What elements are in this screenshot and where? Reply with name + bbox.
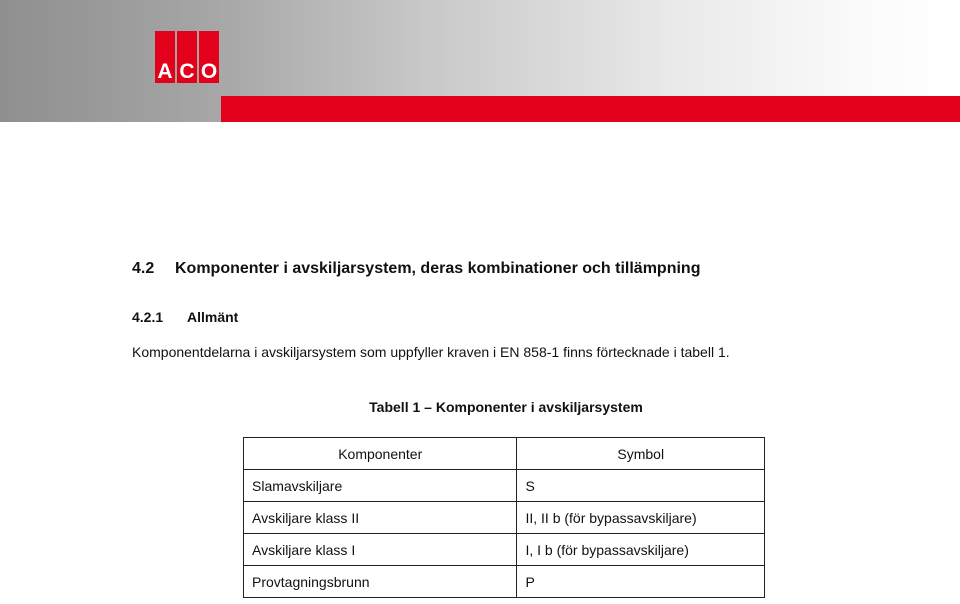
aco-logo	[155, 31, 219, 83]
table-cell: P	[517, 566, 765, 598]
logo-tile: C	[177, 31, 197, 83]
components-table	[243, 437, 765, 598]
table-cell: Slamavskiljare	[244, 470, 517, 502]
table-row	[244, 566, 765, 598]
table-row	[244, 470, 765, 502]
subsection-number: 4.2.1	[132, 309, 164, 325]
table-cell: II, II b (för bypassavskiljare)	[517, 502, 765, 534]
table-caption: Tabell 1 – Komponenter i avskiljarsystem	[369, 399, 643, 415]
column-header-components: Komponenter	[244, 438, 517, 470]
subsection-title: Allmänt	[187, 309, 239, 325]
body-paragraph: Komponentdelarna i avskiljarsystem som uppfyller kraven i EN 858-1 finns förtecknade i tabell 1.	[132, 344, 730, 360]
section-number: 4.2	[132, 260, 155, 277]
table-cell: Avskiljare klass I	[244, 534, 517, 566]
table-row	[244, 502, 765, 534]
logo-tile: O	[199, 31, 219, 83]
logo-tile: A	[155, 31, 175, 83]
table-cell: S	[517, 470, 765, 502]
table-header-row	[244, 438, 765, 470]
section-heading	[132, 260, 700, 278]
section-title: Komponenter i avskiljarsystem, deras kombinationer och tillämpning	[175, 260, 701, 277]
table-cell: Provtagningsbrunn	[244, 566, 517, 598]
table-cell: Avskiljare klass II	[244, 502, 517, 534]
column-header-symbol: Symbol	[517, 438, 765, 470]
header-red-bar	[221, 96, 960, 122]
table-cell: I, I b (för bypassavskiljare)	[517, 534, 765, 566]
table-row	[244, 534, 765, 566]
subsection-heading	[132, 309, 238, 325]
